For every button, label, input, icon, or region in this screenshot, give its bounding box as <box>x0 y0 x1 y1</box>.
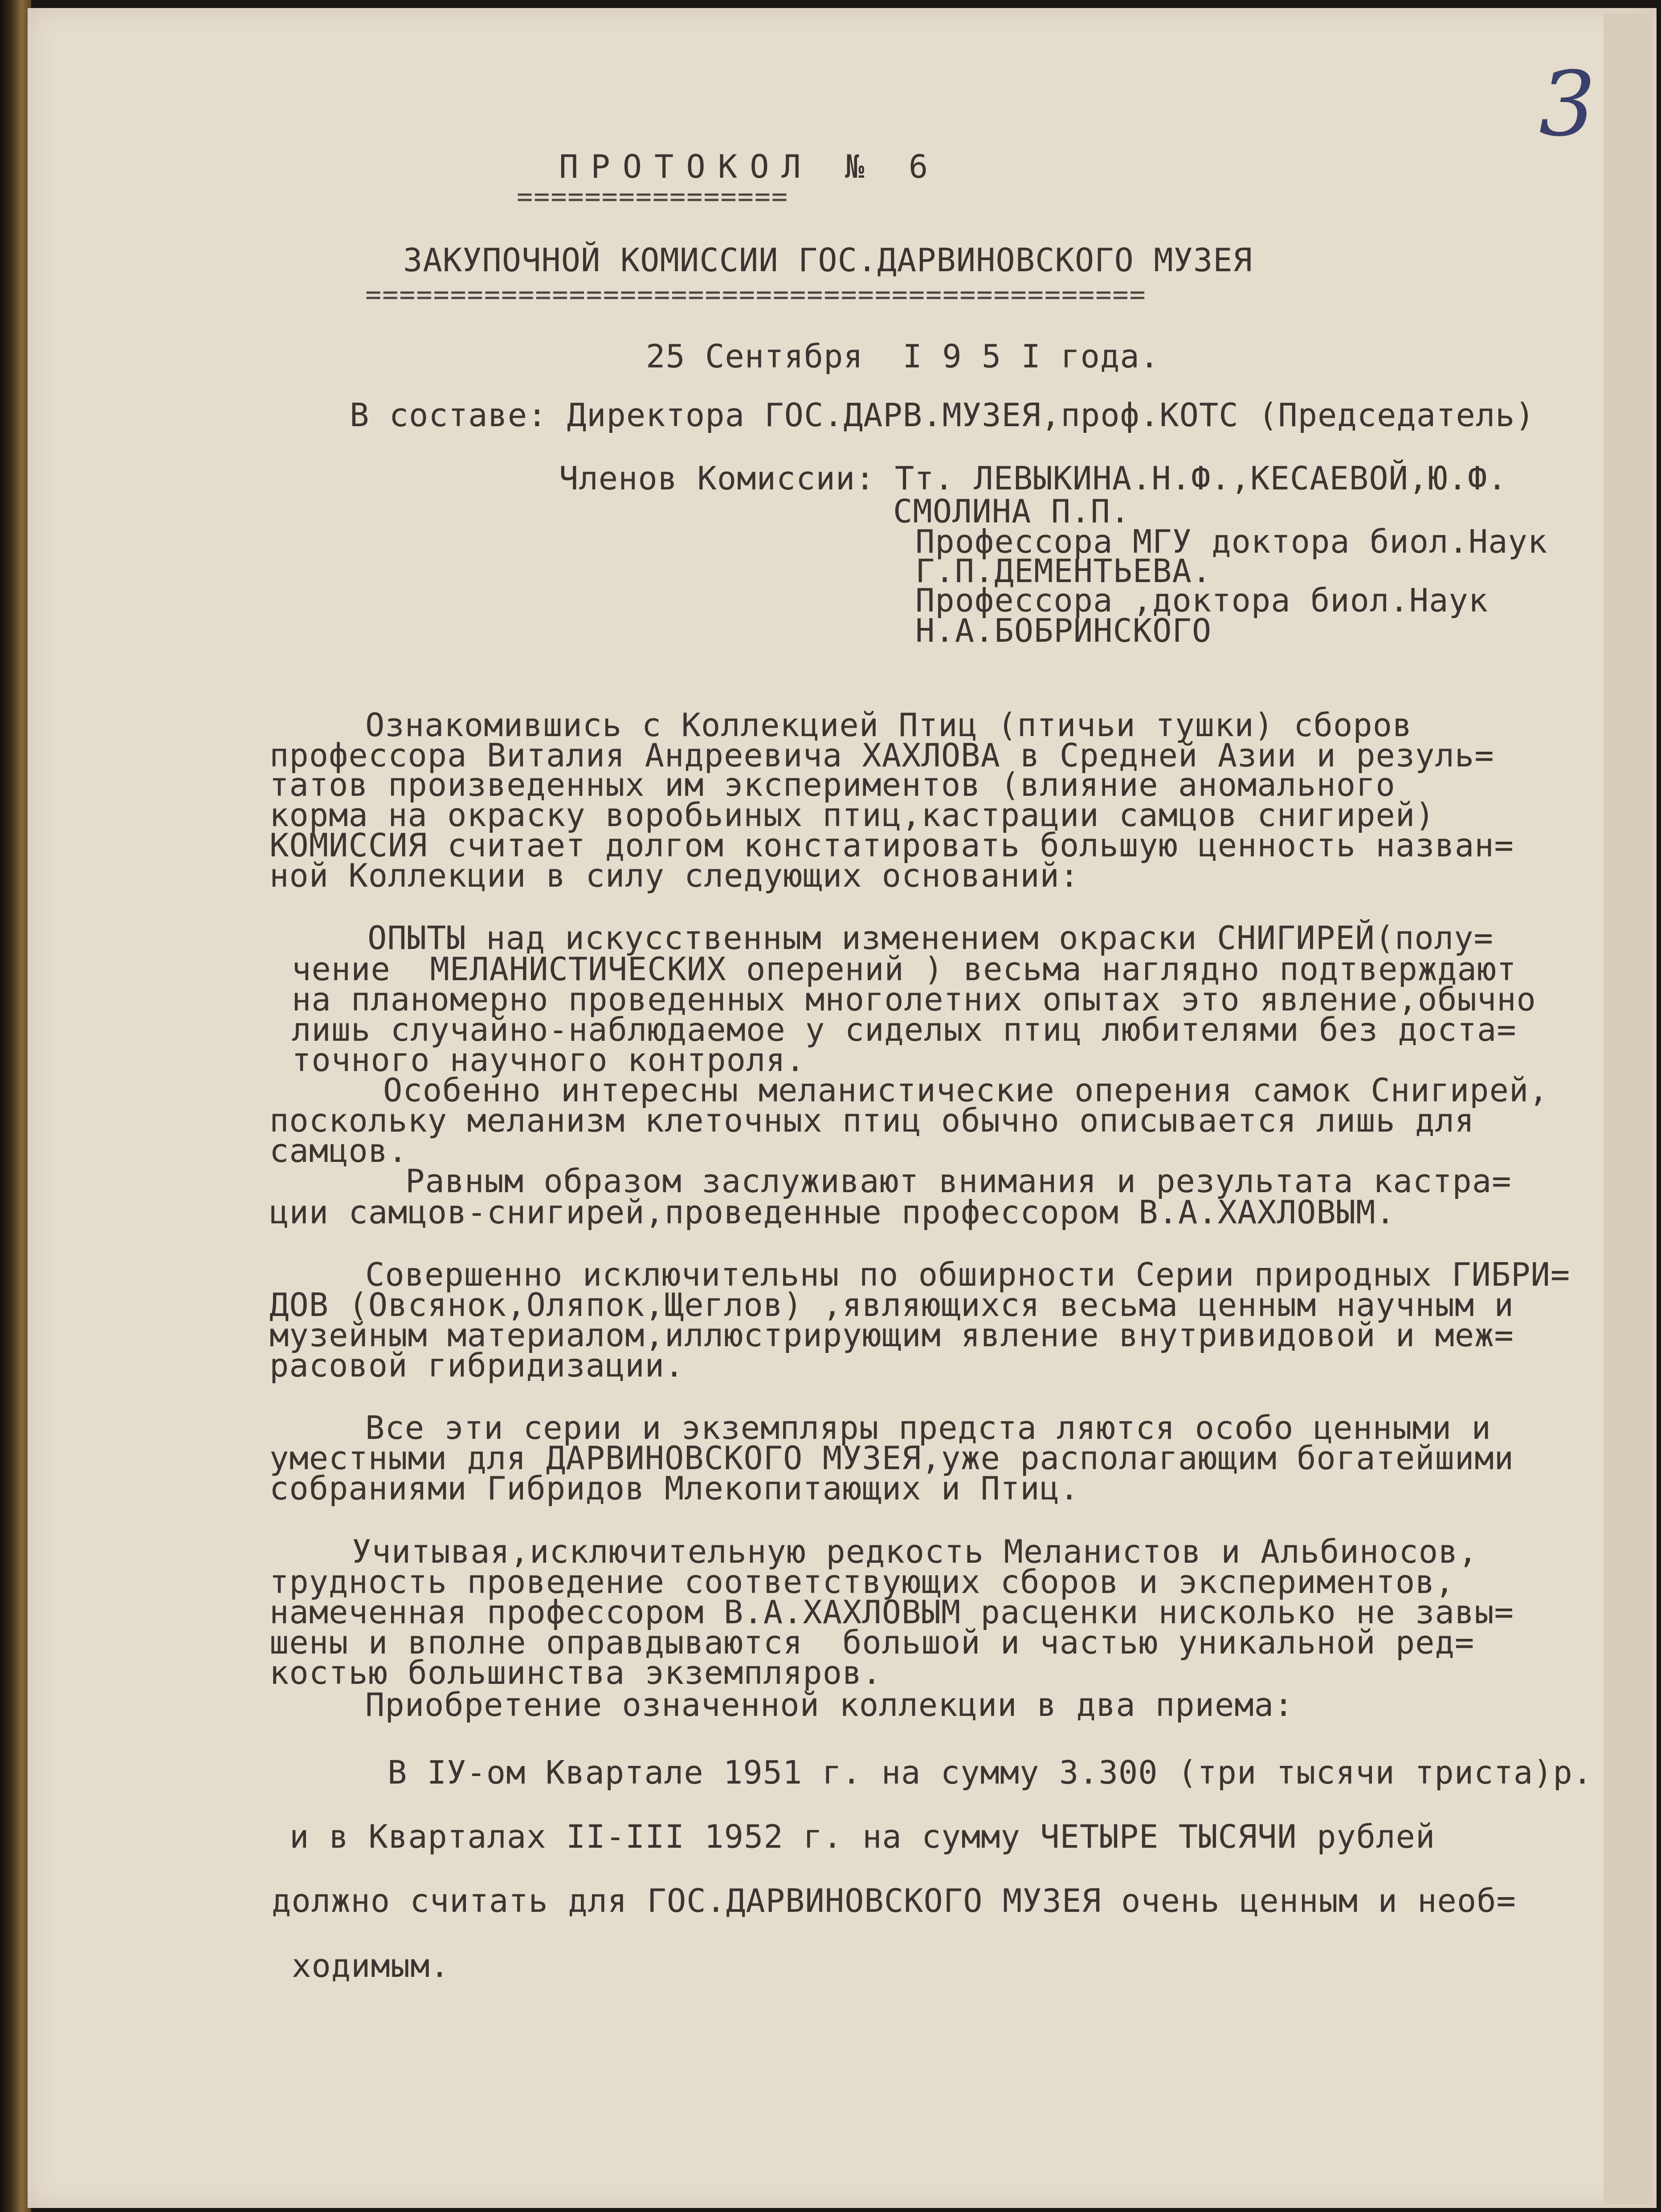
body-line: лишь случайно-наблюдаемое у сиделых птиц любителями без доста= <box>292 1011 1517 1048</box>
subtitle-underline: ============================================== <box>365 279 1147 310</box>
document-subtitle: ЗАКУПОЧНОЙ КОМИССИИ ГОС.ДАРВИНОВСКОГО МУЗЕЯ <box>403 241 1253 279</box>
body-line: Приобретение означенной коллекции в два приема: <box>365 1686 1294 1723</box>
members-line: Н.А.БОБРИНСКОГО <box>915 612 1212 649</box>
body-line: расовой гибридизации. <box>269 1347 685 1384</box>
body-line: Все эти серии и экземпляры предста ляются особо ценными и <box>365 1409 1491 1446</box>
body-line: Учитывая,исключительную редкость Меланистов и Альбиносов, <box>352 1533 1478 1570</box>
body-line: В IУ-ом Квартале 1951 г. на сумму 3.300 (три тысячи триста)р. <box>388 1754 1593 1791</box>
body-line: КОМИССИЯ считает долгом констатировать большую ценность назван= <box>269 827 1514 864</box>
body-line: Ознакомившись с Коллекцией Птиц (птичьи тушки) сборов <box>365 706 1412 744</box>
body-line: ДОВ (Овсянок,Оляпок,Щеглов) ,являющихся весьма ценным научным и <box>269 1286 1514 1324</box>
body-line: Совершенно исключительны по обширности Серии природных ГИБРИ= <box>365 1256 1571 1293</box>
body-line: ОПЫТЫ над искусственным изменением окраски СНИГИРЕЙ(полу= <box>367 919 1494 957</box>
document-date: 25 Сентября I 9 5 I года. <box>646 338 1160 375</box>
body-line: трудность проведение соответствующих сборов и экспериментов, <box>269 1563 1455 1601</box>
binding-edge <box>0 0 31 2212</box>
body-line: Равным образом заслуживают внимания и результата кастра= <box>405 1162 1512 1200</box>
body-line: шены и вполне оправдываются большой и частью уникальной ред= <box>269 1624 1475 1661</box>
body-line: ции самцов-снигирей,проведенные профессором В.А.ХАХЛОВЫМ. <box>269 1194 1396 1231</box>
page-edge-shadow <box>1604 13 1653 2204</box>
body-line: корма на окраску воробьиных птиц,кастрации самцов снигирей) <box>269 796 1435 834</box>
members-line: Г.П.ДЕМЕНТЬЕВА. <box>915 552 1212 590</box>
body-line: музейным материалом,иллюстрирующим явление внутривидовой и меж= <box>269 1316 1514 1354</box>
body-line: самцов. <box>269 1132 408 1169</box>
folio-number: 3 <box>1539 53 1596 156</box>
body-line: намеченная профессором В.А.ХАХЛОВЫМ расценки нисколько не завы= <box>269 1593 1514 1631</box>
body-line: уместными для ДАРВИНОВСКОГО МУЗЕЯ,уже располагающим богатейшими <box>269 1439 1514 1477</box>
body-line: должно считать для ГОС.ДАРВИНОВСКОГО МУЗЕЯ очень ценным и необ= <box>272 1882 1516 1919</box>
body-line: татов произведенных им экспериментов (влияние аномального <box>269 766 1396 803</box>
members-line: СМОЛИНА П.П. <box>893 493 1130 530</box>
body-line: собраниями Гибридов Млекопитающих и Птиц. <box>269 1470 1080 1507</box>
body-line: костью большинства экземпляров. <box>269 1654 882 1691</box>
body-line: точного научного контроля. <box>292 1041 806 1079</box>
body-line: на планомерно проведенных многолетних опытах это явление,обычно <box>292 981 1536 1018</box>
body-line: профессора Виталия Андреевича ХАХЛОВА в Средней Азии и резуль= <box>269 737 1494 774</box>
chair-line: В составе: Директора ГОС.ДАРВ.МУЗЕЯ,проф.КОТС (Председатель) <box>350 396 1535 434</box>
body-line: чение МЕЛАНИСТИЧЕСКИХ оперений ) весьма наглядно подтверждают <box>292 950 1517 988</box>
title-underline: ================ <box>517 181 788 212</box>
body-line: ной Коллекции в силу следующих оснований: <box>269 857 1080 894</box>
body-line: и в Кварталах II-III 1952 г. на сумму ЧЕТЫРЕ ТЫСЯЧИ рублей <box>290 1818 1436 1855</box>
body-line: Особенно интересны меланистические оперения самок Снигирей, <box>383 1071 1549 1109</box>
body-line: ходимым. <box>292 1947 450 1984</box>
members-line: Профессора ,доктора биол.Наук <box>915 582 1489 619</box>
members-line: Членов Комиссии: Тт. ЛЕВЫКИНА.Н.Ф.,КЕСАЕВОЙ,Ю.Ф. <box>559 460 1507 497</box>
members-line: Профессора МГУ доктора биол.Наук <box>915 523 1548 560</box>
body-line: поскольку меланизм клеточных птиц обычно описывается лишь для <box>269 1102 1475 1139</box>
document-title: ПРОТОКОЛ № 6 <box>559 148 941 185</box>
